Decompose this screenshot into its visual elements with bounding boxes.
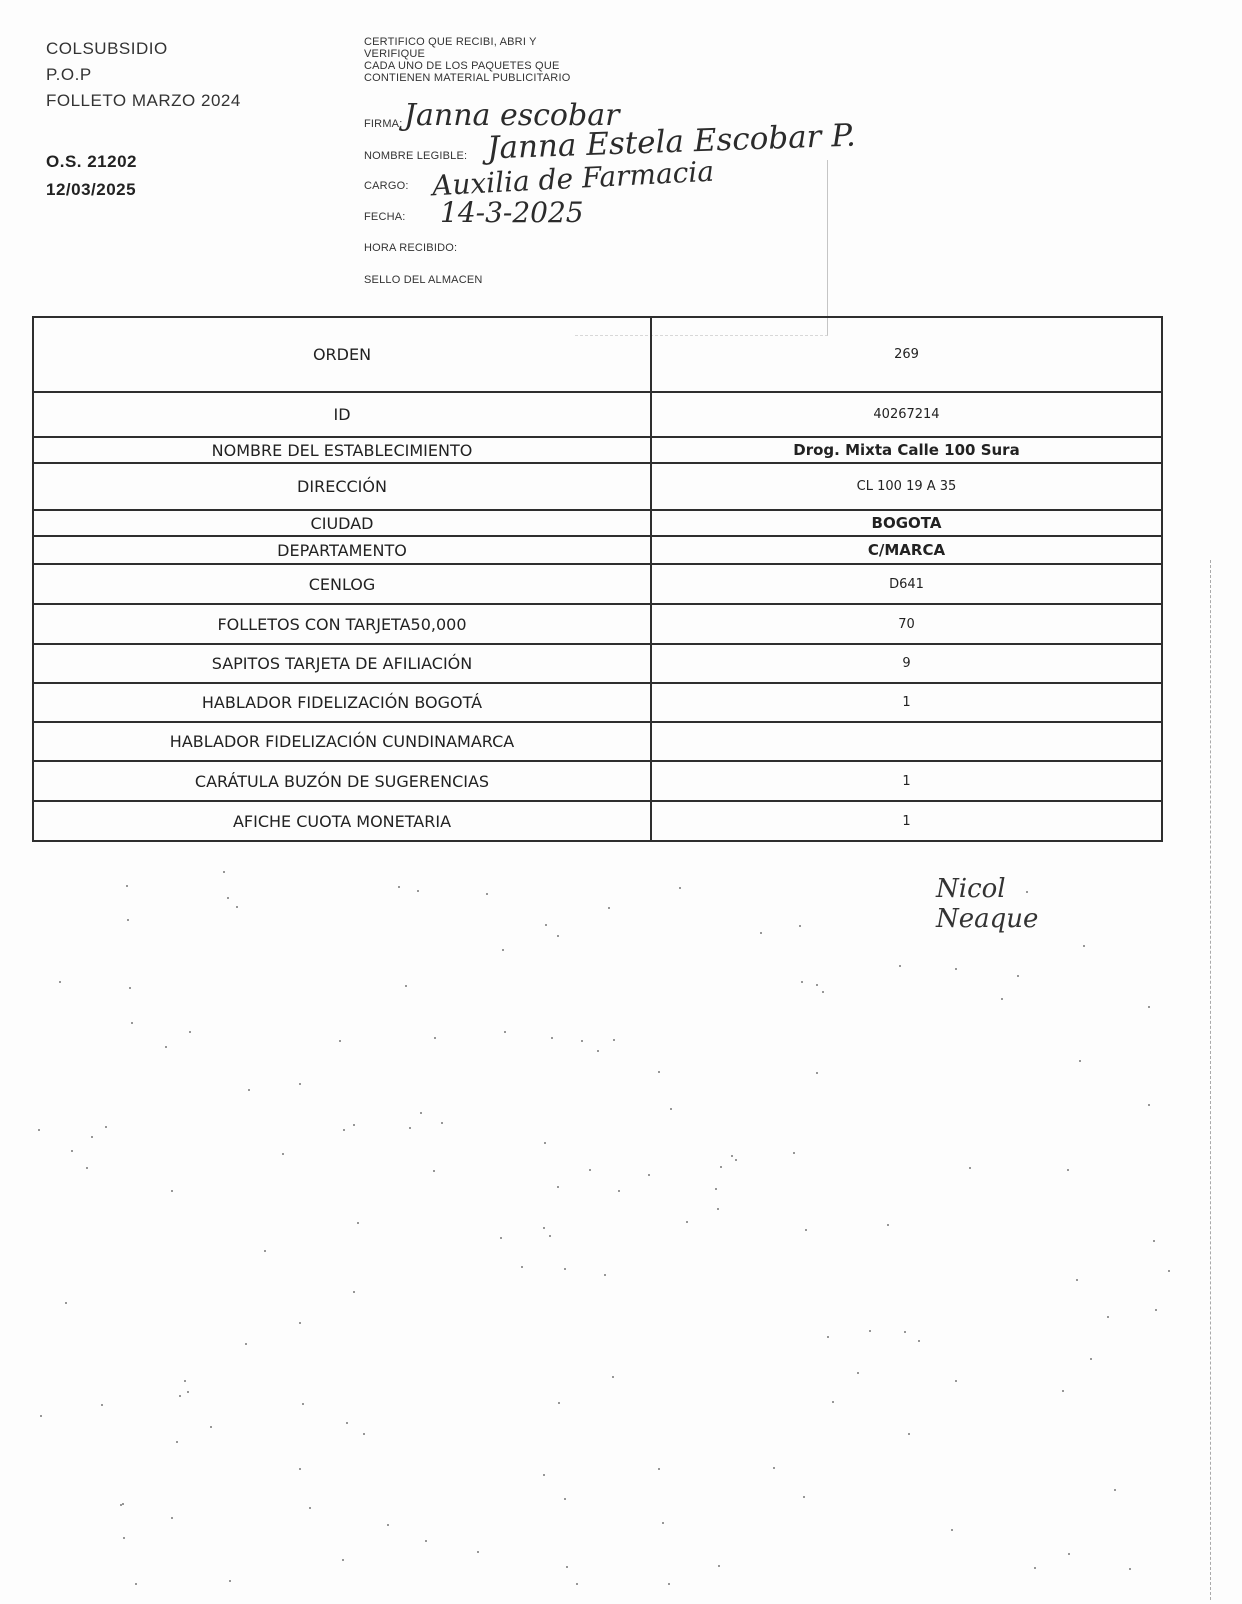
table-row bbox=[33, 392, 1162, 437]
scan-speck bbox=[658, 1468, 660, 1470]
row-value: 1 bbox=[651, 761, 1162, 801]
row-label: CARÁTULA BUZÓN DE SUGERENCIAS bbox=[33, 761, 651, 801]
scan-speck bbox=[127, 919, 129, 921]
scan-speck bbox=[1062, 1390, 1064, 1392]
scan-speck bbox=[502, 949, 504, 951]
scan-speck bbox=[405, 985, 407, 987]
scan-speck bbox=[816, 984, 818, 986]
row-label: ORDEN bbox=[33, 317, 651, 392]
scan-speck bbox=[543, 1227, 545, 1229]
scan-speck bbox=[589, 1169, 591, 1171]
scan-speck bbox=[827, 1336, 829, 1338]
scan-speck bbox=[120, 1504, 122, 1506]
scan-speck bbox=[618, 1190, 620, 1192]
scan-speck bbox=[648, 1174, 650, 1176]
row-label: SAPITOS TARJETA DE AFILIACIÓN bbox=[33, 644, 651, 683]
hora-label: HORA RECIBIDO: bbox=[364, 242, 458, 254]
scan-speck bbox=[1083, 945, 1085, 947]
row-label: DEPARTAMENTO bbox=[33, 536, 651, 564]
cargo-handwritten: Auxilia de Farmacia bbox=[431, 154, 715, 203]
row-value: C/MARCA bbox=[651, 536, 1162, 564]
scan-speck bbox=[662, 1522, 664, 1524]
scan-speck bbox=[129, 987, 131, 989]
scan-speck bbox=[1107, 1316, 1109, 1318]
scan-speck bbox=[832, 1401, 834, 1403]
scan-speck bbox=[420, 1112, 422, 1114]
scan-speck bbox=[904, 1331, 906, 1333]
scan-speck bbox=[668, 1583, 670, 1585]
scan-speck bbox=[409, 1127, 411, 1129]
fecha-label: FECHA: bbox=[364, 211, 406, 223]
scan-speck bbox=[679, 887, 681, 889]
scan-speck bbox=[576, 1583, 578, 1585]
table-row bbox=[33, 317, 1162, 392]
delivery-table bbox=[32, 316, 1163, 842]
scan-speck bbox=[1148, 1006, 1150, 1008]
scan-speck bbox=[282, 1153, 284, 1155]
scan-speck bbox=[126, 885, 128, 887]
scan-speck bbox=[564, 1268, 566, 1270]
scan-edge bbox=[1210, 560, 1212, 1600]
scan-speck bbox=[105, 1126, 107, 1128]
row-value: Drog. Mixta Calle 100 Sura bbox=[651, 437, 1162, 463]
scan-speck bbox=[357, 1222, 359, 1224]
certification-text bbox=[364, 36, 570, 84]
scan-speck bbox=[597, 1050, 599, 1052]
scan-speck bbox=[171, 1517, 173, 1519]
scan-speck bbox=[1001, 998, 1003, 1000]
scan-speck bbox=[504, 1031, 506, 1033]
sello-label: SELLO DEL ALMACEN bbox=[364, 274, 483, 286]
scan-speck bbox=[441, 1122, 443, 1124]
scan-speck bbox=[229, 1580, 231, 1582]
scan-speck bbox=[86, 1167, 88, 1169]
scan-speck bbox=[91, 1136, 93, 1138]
scan-speck bbox=[805, 1229, 807, 1231]
scan-speck bbox=[581, 1040, 583, 1042]
scan-speck bbox=[299, 1083, 301, 1085]
scan-speck bbox=[544, 1142, 546, 1144]
row-label: HABLADOR FIDELIZACIÓN CUNDINAMARCA bbox=[33, 722, 651, 761]
nombre-handwritten: Janna Estela Escobar P. bbox=[486, 117, 857, 167]
scan-speck bbox=[101, 1404, 103, 1406]
folleto-title: FOLLETO MARZO 2024 bbox=[46, 91, 241, 110]
scan-speck bbox=[799, 925, 801, 927]
scan-speck bbox=[822, 991, 824, 993]
scan-speck bbox=[264, 1250, 266, 1252]
firma-label: FIRMA: bbox=[364, 118, 403, 130]
scan-speck bbox=[171, 1190, 173, 1192]
scan-speck bbox=[179, 1395, 181, 1397]
row-value: D641 bbox=[651, 564, 1162, 604]
cargo-label: CARGO: bbox=[364, 180, 409, 192]
scan-speck bbox=[1148, 1104, 1150, 1106]
row-value: 269 bbox=[651, 317, 1162, 392]
scan-speck bbox=[1026, 891, 1028, 893]
scan-speck bbox=[398, 886, 400, 888]
scan-speck bbox=[59, 981, 61, 983]
scan-speck bbox=[793, 1152, 795, 1154]
scan-speck bbox=[40, 1415, 42, 1417]
scan-speck bbox=[803, 1496, 805, 1498]
scan-speck bbox=[123, 1537, 125, 1539]
row-value: 9 bbox=[651, 644, 1162, 683]
row-label: FOLLETOS CON TARJETA50,000 bbox=[33, 604, 651, 644]
table-row bbox=[33, 564, 1162, 604]
scan-speck bbox=[557, 1186, 559, 1188]
scan-speck bbox=[816, 1072, 818, 1074]
scan-speck bbox=[165, 1046, 167, 1048]
row-label: CENLOG bbox=[33, 564, 651, 604]
table-row bbox=[33, 644, 1162, 683]
scan-speck bbox=[189, 1031, 191, 1033]
table-row bbox=[33, 722, 1162, 761]
scan-speck bbox=[477, 1551, 479, 1553]
scan-speck bbox=[299, 1468, 301, 1470]
scan-speck bbox=[387, 1524, 389, 1526]
scan-speck bbox=[1153, 1240, 1155, 1242]
scan-speck bbox=[343, 1129, 345, 1131]
scan-speck bbox=[353, 1124, 355, 1126]
scan-speck bbox=[433, 1170, 435, 1172]
scan-speck bbox=[549, 1235, 551, 1237]
table-row bbox=[33, 536, 1162, 564]
scan-speck bbox=[135, 1583, 137, 1585]
cert-line: VERIFIQUE bbox=[364, 48, 426, 60]
scan-speck bbox=[566, 1566, 568, 1568]
row-label: DIRECCIÓN bbox=[33, 463, 651, 510]
scan-speck bbox=[564, 1498, 566, 1500]
scan-speck bbox=[248, 1089, 250, 1091]
row-label: ID bbox=[33, 392, 651, 437]
scan-speck bbox=[545, 924, 547, 926]
fecha-handwritten: 14-3-2025 bbox=[440, 196, 584, 229]
scan-speck bbox=[425, 1540, 427, 1542]
scan-speck bbox=[122, 1503, 124, 1505]
scan-speck bbox=[604, 1274, 606, 1276]
scan-speck bbox=[187, 1391, 189, 1393]
scan-speck bbox=[1155, 1309, 1157, 1311]
scan-speck bbox=[558, 1402, 560, 1404]
row-value: 1 bbox=[651, 683, 1162, 722]
nombre-label: NOMBRE LEGIBLE: bbox=[364, 150, 468, 162]
scan-speck bbox=[760, 932, 762, 934]
scan-speck bbox=[500, 1237, 502, 1239]
scan-speck bbox=[363, 1433, 365, 1435]
row-value: 70 bbox=[651, 604, 1162, 644]
scan-speck bbox=[342, 1559, 344, 1561]
scan-speck bbox=[1168, 1270, 1170, 1272]
table-row bbox=[33, 604, 1162, 644]
row-value: CL 100 19 A 35 bbox=[651, 463, 1162, 510]
scan-speck bbox=[731, 1155, 733, 1157]
scan-speck bbox=[223, 871, 225, 873]
scan-speck bbox=[1034, 1567, 1036, 1569]
scan-speck bbox=[543, 1474, 545, 1476]
row-label: HABLADOR FIDELIZACIÓN BOGOTÁ bbox=[33, 683, 651, 722]
scan-speck bbox=[434, 1037, 436, 1039]
scan-speck bbox=[773, 1467, 775, 1469]
scan-speck bbox=[899, 965, 901, 967]
scan-speck bbox=[1079, 1060, 1081, 1062]
scan-speck bbox=[887, 1224, 889, 1226]
service-order: O.S. 21202 bbox=[46, 152, 138, 171]
scan-speck bbox=[210, 1426, 212, 1428]
handwritten-note bbox=[936, 874, 1038, 934]
scan-speck bbox=[717, 1208, 719, 1210]
row-value: 1 bbox=[651, 801, 1162, 841]
scan-speck bbox=[1067, 1169, 1069, 1171]
scan-speck bbox=[955, 968, 957, 970]
company-name: COLSUBSIDIO bbox=[46, 39, 168, 58]
scan-speck bbox=[302, 1403, 304, 1405]
order-date: 12/03/2025 bbox=[46, 180, 137, 199]
scan-speck bbox=[857, 1372, 859, 1374]
scan-speck bbox=[718, 1565, 720, 1567]
firma-signature: Janna escobar bbox=[404, 98, 620, 133]
scan-speck bbox=[658, 1071, 660, 1073]
scan-speck bbox=[346, 1422, 348, 1424]
scan-speck bbox=[613, 1039, 615, 1041]
row-value: 40267214 bbox=[651, 392, 1162, 437]
cert-line: CONTIENEN MATERIAL PUBLICITARIO bbox=[364, 72, 571, 84]
scan-speck bbox=[908, 1433, 910, 1435]
scan-speck bbox=[1114, 1489, 1116, 1491]
scan-speck bbox=[339, 1040, 341, 1042]
scan-speck bbox=[1068, 1553, 1070, 1555]
scan-speck bbox=[686, 1221, 688, 1223]
row-value bbox=[651, 722, 1162, 761]
pop-label: P.O.P bbox=[46, 65, 92, 84]
scan-speck bbox=[612, 1376, 614, 1378]
scan-speck bbox=[486, 893, 488, 895]
cert-line: CERTIFICO QUE RECIBI, ABRI Y bbox=[364, 36, 537, 48]
table-row bbox=[33, 683, 1162, 722]
scan-speck bbox=[608, 907, 610, 909]
scan-speck bbox=[131, 1022, 133, 1024]
scan-speck bbox=[670, 1108, 672, 1110]
table-row bbox=[33, 761, 1162, 801]
cert-line: CADA UNO DE LOS PAQUETES QUE bbox=[364, 60, 560, 72]
scan-speck bbox=[551, 1037, 553, 1039]
scan-speck bbox=[299, 1322, 301, 1324]
scan-speck bbox=[969, 1167, 971, 1169]
scan-speck bbox=[557, 935, 559, 937]
scan-speck bbox=[236, 906, 238, 908]
scan-speck bbox=[1017, 975, 1019, 977]
scan-speck bbox=[353, 1291, 355, 1293]
table-row bbox=[33, 437, 1162, 463]
scan-speck bbox=[955, 1380, 957, 1382]
scan-speck bbox=[417, 890, 419, 892]
header-left bbox=[46, 36, 241, 204]
scan-speck bbox=[184, 1380, 186, 1382]
scan-speck bbox=[918, 1340, 920, 1342]
scan-speck bbox=[227, 897, 229, 899]
scan-speck bbox=[309, 1507, 311, 1509]
table-row bbox=[33, 801, 1162, 841]
row-label: CIUDAD bbox=[33, 510, 651, 536]
scan-speck bbox=[65, 1302, 67, 1304]
warehouse-stamp bbox=[575, 160, 828, 336]
scan-speck bbox=[1076, 1279, 1078, 1281]
scan-speck bbox=[71, 1150, 73, 1152]
scan-speck bbox=[720, 1166, 722, 1168]
row-label: NOMBRE DEL ESTABLECIMIENTO bbox=[33, 437, 651, 463]
scan-speck bbox=[735, 1159, 737, 1161]
scan-speck bbox=[1090, 1358, 1092, 1360]
scan-speck bbox=[521, 1266, 523, 1268]
scan-speck bbox=[801, 981, 803, 983]
scan-speck bbox=[245, 1343, 247, 1345]
scan-speck bbox=[38, 1129, 40, 1131]
scan-speck bbox=[1129, 1568, 1131, 1570]
row-value: BOGOTA bbox=[651, 510, 1162, 536]
scan-speck bbox=[951, 1529, 953, 1531]
scan-speck bbox=[715, 1188, 717, 1190]
table-row bbox=[33, 463, 1162, 510]
note-line: Nicol bbox=[936, 874, 1006, 904]
table-row bbox=[33, 510, 1162, 536]
note-line: Neaque bbox=[936, 904, 1039, 934]
scan-speck bbox=[869, 1330, 871, 1332]
scan-speck bbox=[176, 1441, 178, 1443]
row-label: AFICHE CUOTA MONETARIA bbox=[33, 801, 651, 841]
